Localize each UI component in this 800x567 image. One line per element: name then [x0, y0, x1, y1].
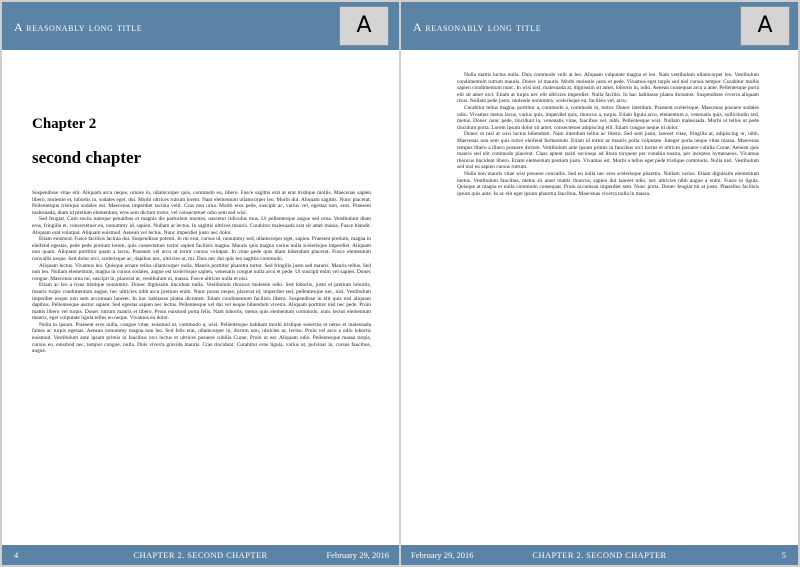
page-number: 4 [14, 550, 19, 560]
header-letter-box: A [339, 6, 389, 46]
footer-chapter: CHAPTER 2. SECOND CHAPTER [532, 550, 667, 560]
chapter-title: second chapter [32, 148, 142, 167]
page-number: 5 [781, 550, 786, 560]
paragraph: Nulla in ipsum. Praesent eros nulla, congue vitae, euismod ut, commodo a, wisi. Pellentesque habitant morbi tristique senectus et netus et malesuada fames ac turpis egestas. Aenean nonummy magna non leo. Sed felis erat, ullamcorper in, dictum non, ultricies ut, lectus. Proin vel arcu a odio lobortis euismod. Vestibulum ante ipsum primis in faucibus orci luctus et ultrices posuere cubilia Curae; Proin ut est. Aliquam odio. Pellentesque massa turpis, cursus eu, euismod nec, tempor congue, nulla. Duis viverra gravida mauris. Cras tincidunt. Curabitur eros ligula, varius ut, pulvinar in, cursus faucibus, augue. [32, 321, 371, 355]
header-title: A reasonably long title [14, 20, 143, 34]
paragraph: Etiam ac leo a risus tristique nonummy. Donec dignissim tincidunt nulla. Vestibulum rhoncus molestie odio. Sed lobortis, justo et pretium lobortis, mauris turpis condimentum augue, nec ultricies nibh arcu pretium enim. Nunc purus neque, placerat id, imperdiet sed, pellentesque nec, nisl. Vestibulum imperdiet neque non sem accumsan laoreet. In hac habitasse platea dictumst. Etiam condimentum facilisis libero. Suspendisse in elit quis nisl aliquam dapibus. Pellentesque auctor sapien. Sed egestas sapien nec lectus. Pellentesque vel dui vel neque bibendum viverra. Aliquam porttitor nisl nec pede. Proin mattis libero vel turpis. Donec rutrum mauris et libero. Proin euismod porta felis. Nam lobortis, metus quis elementum commodo, nunc lectus elementum mauris, eget vulputate ligula tellus eu neque. Vivamus eu dolor. [32, 282, 371, 322]
paragraph: Donec et nisl at wisi luctus bibendum. Nam interdum tellus ac libero. Sed sem justo, laoreet vitae, fringilla at, adipiscing ut, nibh. Maecenas non sem quis tortor eleifend fermentum. Etiam id tortor ac mauris porta vulputate. Integer porta neque vitae massa. Maecenas tempus libero a libero posuere dictum. Vestibulum ante ipsum primis in faucibus orci luctus et ultrices posuere cubilia Curae; Aenean quis mauris sed elit commodo placerat. Class aptent taciti sociosqu ad litora torquent per conubia nostra, per inceptos hymenaeos. Vivamus rhoncus tincidunt libero. Etiam elementum pretium justo. Vivamus est. Morbi a tellus eget pede tristique commodo. Nulla nisl. Vestibulum sed nisl eu sapien cursus rutrum. [457, 131, 759, 171]
paragraph: Sed feugiat. Cum sociis natoque penatibus et magnis dis parturient montes, nascetur ridiculus mus. Ut pellentesque augue sed urna. Vestibulum diam eros, fringilla et, consectetuer eu, nonummy id, sapien. Nullam at lectus. In sagittis ultrices mauris. Curabitur malesuada erat sit amet massa. Fusce blandit. Aliquam erat volutpat. Aliquam euismod. Aenean vel lectus. Nunc imperdiet justo nec dolor. [32, 216, 371, 236]
footer-date: February 29, 2016 [326, 550, 389, 560]
left-page [2, 2, 399, 565]
paragraph: Aliquam lectus. Vivamus leo. Quisque ornare tellus ullamcorper nulla. Mauris porttitor pharetra tortor. Sed fringilla justo sed mauris. Mauris tellus. Sed non leo. Nullam elementum, magna in cursus sodales, augue est scelerisque sapien, venenatis congue nulla arcu et pede. Ut suscipit enim vel sapien. Donec congue. Maecenas urna mi, suscipit in, placerat ut, vestibulum ut, massa. Fusce ultrices nulla et nisl. [32, 262, 371, 282]
paragraph: Curabitur tellus magna, porttitor a, commodo a, commodo in, tortor. Donec interdum. Praesent scelerisque. Maecenas posuere sodales odio. Vivamus metus lacus, varius quis, imperdiet quis, rhoncus a, turpis. Etiam ligula arcu, elementum a, venenatis quis, sollicitudin sed, metus. Donec nunc pede, tincidunt in, venenatis vitae, faucibus vel, nibh. Pellentesque wisi. Nullam malesuada. Morbi ut tellus ut pede tincidunt porta. Lorem ipsum dolor sit amet, consectetuer adipiscing elit. Etiam congue neque id dolor. [457, 104, 759, 131]
paragraph: Etiam euismod. Fusce facilisis lacinia dui. Suspendisse potenti. In mi erat, cursus id, nonummy sed, ullamcorper eget, sapien. Praesent pretium, magna in eleifend egestas, pede pede pretium lorem, quis consectetuer tortor sapien facilisis magna. Mauris quis magna varius nulla scelerisque imperdiet. Aliquam non quam. Aliquam porttitor quam a lacus. Praesent vel arcu ut tortor cursus volutpat. In vitae pede quis diam bibendum placerat. Fusce elementum convallis neque. Sed dolor orci, scelerisque ac, dapibus nec, ultricies ut, mi. Duis nec dui quis leo sagittis commodo. [32, 236, 371, 262]
page-footer [401, 545, 798, 565]
page-footer [2, 545, 399, 565]
paragraph: Nulla non mauris vitae wisi posuere convallis. Sed eu nulla nec eros scelerisque pharetra. Nullam varius. Etiam dignissim elementum metus. Vestibulum faucibus, metus sit amet mattis rhoncus, sapien dui laoreet odio, nec ultricies nibh augue a enim. Fusce in ligula. Quisque at magna et nulla commodo consequat. Proin accumsan imperdiet sem. Nunc porta. Donec feugiat mi at justo. Phasellus facilisis ipsum quis ante. In ac elit eget ipsum pharetra faucibus. Maecenas viverra nulla in massa. [457, 170, 759, 197]
footer-chapter: CHAPTER 2. SECOND CHAPTER [133, 550, 268, 560]
footer-date: February 29, 2016 [411, 550, 474, 560]
chapter-label: Chapter 2 [32, 116, 97, 132]
paragraph: Suspendisse vitae elit. Aliquam arcu neque, ornare in, ullamcorper quis, commodo eu, libero. Fusce sagittis erat at erat tristique mollis. Maecenas sapien libero, molestie et, lobortis in, sodales eget, dui. Morbi ultrices rutrum lorem. Nam elementum ullamcorper leo. Morbi dui. Aliquam sagittis. Nunc placerat. Pellentesque tristique sodales est. Maecenas imperdiet lacinia velit. Cras non urna. Morbi eros pede, suscipit ac, varius vel, egestas non, eros. Praesent malesuada, diam id pretium elementum, eros sem dictum tortor, vel consectetuer odio sem sed wisi. [32, 190, 371, 216]
body-text [457, 72, 759, 197]
header-letter-box: A [740, 6, 790, 46]
body-text [32, 190, 371, 355]
paragraph: Nulla mattis luctus nulla. Duis commodo velit at leo. Aliquam vulputate magna et leo. Nam vestibulum ullamcorper leo. Vestibulum condimentum rutrum mauris. Donec id mauris. Morbi molestie justo et pede. Vivamus eget turpis sed nisl cursus tempor. Curabitur mollis sapien condimentum nunc. In wisi nisl, malesuada at, dignissim sit amet, lobortis in, odio. Aenean consequat arcu a ante. Pellentesque porta elit sit amet orci. Etiam at turpis nec elit ultricies imperdiet. Nulla facilisi. In hac habitasse platea dictumst. Suspendisse viverra aliquam risus. Nullam pede justo, molestie nonummy, scelerisque eu, facilisis vel, arcu. [457, 72, 759, 105]
header-title: A reasonably long title [413, 20, 542, 34]
page-header [2, 2, 399, 50]
right-page [401, 2, 798, 565]
page-header [401, 2, 798, 50]
